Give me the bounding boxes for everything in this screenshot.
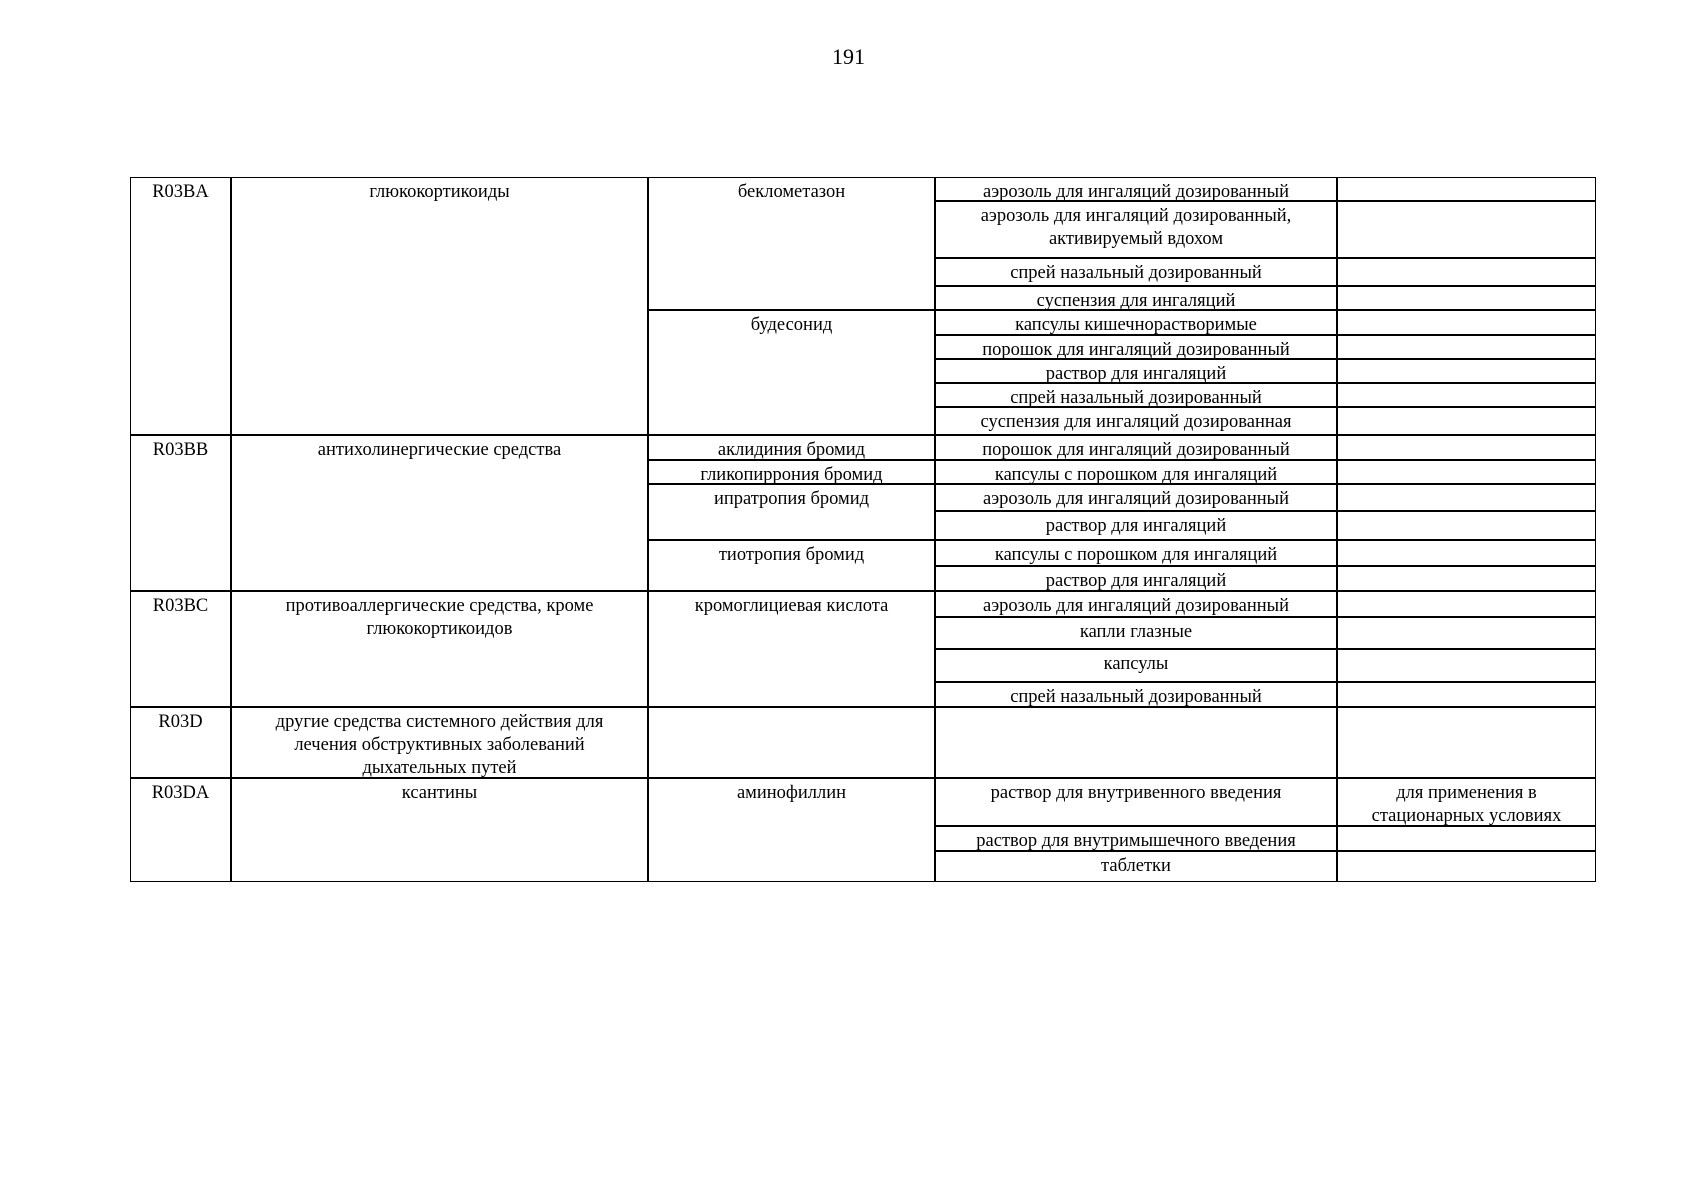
substance-name: аклидиния бромид bbox=[717, 440, 866, 460]
dosage-form-cell bbox=[935, 649, 1337, 682]
substance-cell bbox=[648, 177, 935, 310]
note-cell bbox=[1337, 177, 1596, 201]
group-name-cell bbox=[231, 707, 648, 778]
note-cell bbox=[1337, 778, 1596, 826]
note-cell bbox=[1337, 359, 1596, 383]
dosage-form: аэрозоль для ингаляций дозированный, bbox=[980, 206, 1292, 226]
dosage-form-cell bbox=[935, 258, 1337, 286]
note-cell bbox=[1337, 286, 1596, 310]
group-name-cell bbox=[231, 778, 648, 882]
note-cell bbox=[1337, 511, 1596, 540]
group-name-cell bbox=[231, 591, 648, 707]
substance-name: будесонид bbox=[750, 315, 833, 335]
note-cell bbox=[1337, 649, 1596, 682]
dosage-form: капсулы с порошком для ингаляций bbox=[994, 545, 1278, 565]
dosage-form: капсулы с порошком для ингаляций bbox=[994, 465, 1278, 485]
note-cell bbox=[1337, 484, 1596, 511]
group-code-cell bbox=[130, 177, 231, 435]
group-name-cell bbox=[231, 177, 648, 435]
note-cell bbox=[1337, 682, 1596, 707]
substance-name: беклометазон bbox=[737, 182, 846, 202]
substance-name: кромоглициевая кислота bbox=[694, 596, 889, 616]
usage-note: стационарных условиях bbox=[1371, 806, 1562, 826]
dosage-form-cell bbox=[935, 310, 1337, 335]
dosage-form: раствор для ингаляций bbox=[1045, 571, 1227, 591]
group-name: дыхательных путей bbox=[362, 758, 517, 778]
note-cell bbox=[1337, 566, 1596, 591]
dosage-form: раствор для ингаляций bbox=[1045, 364, 1227, 384]
group-name: глюкокортикоидов bbox=[366, 619, 513, 639]
note-cell bbox=[1337, 851, 1596, 882]
dosage-form: раствор для внутривенного введения bbox=[990, 783, 1282, 803]
dosage-form: аэрозоль для ингаляций дозированный bbox=[983, 489, 1289, 509]
dosage-form: раствор для ингаляций bbox=[1045, 516, 1227, 536]
group-name: антихолинергические средства bbox=[317, 440, 562, 460]
group-code-cell bbox=[130, 591, 231, 707]
dosage-form-cell bbox=[935, 201, 1337, 258]
dosage-form-cell bbox=[935, 177, 1337, 201]
dosage-form-cell bbox=[935, 435, 1337, 460]
note-cell bbox=[1337, 540, 1596, 566]
dosage-form-cell bbox=[935, 359, 1337, 383]
dosage-form: спрей назальный дозированный bbox=[1010, 263, 1262, 283]
note-cell bbox=[1337, 383, 1596, 407]
dosage-form-cell bbox=[935, 851, 1337, 882]
group-name: глюкокортикоиды bbox=[369, 182, 510, 202]
dosage-form: капли глазные bbox=[1079, 622, 1193, 642]
dosage-form-cell bbox=[935, 617, 1337, 649]
group-code-cell bbox=[130, 778, 231, 882]
dosage-form-cell bbox=[935, 826, 1337, 851]
note-cell bbox=[1337, 258, 1596, 286]
dosage-form: раствор для внутримышечного введения bbox=[976, 831, 1296, 851]
usage-note: для применения в bbox=[1396, 783, 1537, 803]
dosage-form-cell bbox=[935, 407, 1337, 435]
dosage-form-cell bbox=[935, 460, 1337, 484]
note-cell bbox=[1337, 460, 1596, 484]
group-name-cell bbox=[231, 435, 648, 591]
substance-cell bbox=[648, 778, 935, 882]
substance-name: гликопиррония бромид bbox=[700, 465, 883, 485]
dosage-form-cell bbox=[935, 335, 1337, 359]
substance-cell bbox=[648, 310, 935, 435]
group-code-cell bbox=[130, 707, 231, 778]
dosage-form: порошок для ингаляций дозированный bbox=[982, 340, 1290, 360]
group-code: R03BA bbox=[152, 182, 209, 202]
dosage-form-cell bbox=[935, 707, 1337, 778]
note-cell bbox=[1337, 435, 1596, 460]
note-cell bbox=[1337, 310, 1596, 335]
group-name: лечения обструктивных заболеваний bbox=[294, 735, 585, 755]
dosage-form-cell bbox=[935, 591, 1337, 617]
note-cell bbox=[1337, 617, 1596, 649]
dosage-form-cell bbox=[935, 484, 1337, 511]
note-cell bbox=[1337, 335, 1596, 359]
substance-name: тиотропия бромид bbox=[718, 545, 865, 565]
dosage-form-cell bbox=[935, 682, 1337, 707]
dosage-form: спрей назальный дозированный bbox=[1010, 388, 1262, 408]
dosage-form: суспензия для ингаляций bbox=[1036, 291, 1236, 311]
note-cell bbox=[1337, 707, 1596, 778]
substance-cell bbox=[648, 484, 935, 540]
dosage-form-cell bbox=[935, 511, 1337, 540]
substance-name: аминофиллин bbox=[736, 783, 847, 803]
note-cell bbox=[1337, 591, 1596, 617]
group-code-cell bbox=[130, 435, 231, 591]
substance-cell bbox=[648, 540, 935, 591]
group-code: R03BC bbox=[152, 596, 209, 616]
dosage-form-cell bbox=[935, 778, 1337, 826]
note-cell bbox=[1337, 407, 1596, 435]
dosage-form: спрей назальный дозированный bbox=[1010, 687, 1262, 707]
dosage-form: аэрозоль для ингаляций дозированный bbox=[983, 182, 1289, 202]
dosage-form-cell bbox=[935, 566, 1337, 591]
dosage-form: суспензия для ингаляций дозированная bbox=[980, 412, 1292, 432]
group-code: R03DA bbox=[151, 783, 210, 803]
dosage-form: активируемый вдохом bbox=[1048, 229, 1224, 249]
group-name: другие средства системного действия для bbox=[275, 712, 604, 732]
dosage-form: аэрозоль для ингаляций дозированный bbox=[983, 596, 1289, 616]
group-code: R03BB bbox=[152, 440, 209, 460]
group-code: R03D bbox=[158, 712, 203, 732]
note-cell bbox=[1337, 201, 1596, 258]
substance-cell bbox=[648, 435, 935, 460]
dosage-form: капсулы bbox=[1103, 654, 1169, 674]
group-name: противоаллергические средства, кроме bbox=[285, 596, 594, 616]
dosage-form: порошок для ингаляций дозированный bbox=[982, 440, 1290, 460]
substance-cell bbox=[648, 707, 935, 778]
substance-cell bbox=[648, 460, 935, 484]
dosage-form: таблетки bbox=[1101, 856, 1171, 876]
dosage-form: капсулы кишечнорастворимые bbox=[1015, 315, 1257, 335]
substance-name: ипратропия бромид bbox=[713, 489, 870, 509]
dosage-form-cell bbox=[935, 286, 1337, 310]
substance-cell bbox=[648, 591, 935, 707]
note-cell bbox=[1337, 826, 1596, 851]
dosage-form-cell bbox=[935, 540, 1337, 566]
group-name: ксантины bbox=[401, 783, 478, 803]
dosage-form-cell bbox=[935, 383, 1337, 407]
page-number: 191 bbox=[832, 44, 865, 69]
